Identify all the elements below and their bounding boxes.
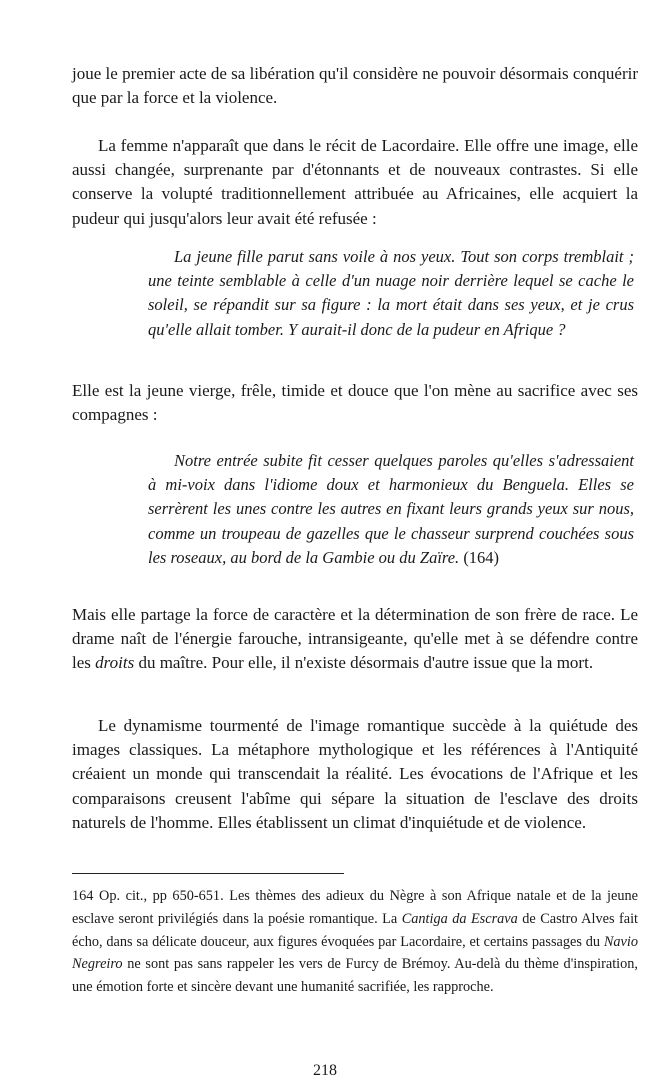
footnote-title-2: Navio Negreiro <box>72 933 638 973</box>
footnote-reference: (164) <box>463 547 500 567</box>
block-quote-2-text: Notre entrée subite fit cesser quelques paroles qu'elles s'adressaient à mi-voix dans l'idiome doux et harmonieux du Benguela. Elles se serrèrent les unes contre les autres en fixant leurs grands yeux sur nous, comme un troupeau de gazelles que le chasseur surprend couchées sous les roseaux, au bord de la Gambie ou du Zaïre. <box>148 451 634 567</box>
block-quote-1 <box>148 245 634 342</box>
footnote-text-3: ne sont pas sans rappeler les vers de Furcy de Brémoy. Au-delà du thème d'inspiration, une émotion forte et sincère devant une humanité sacrifiée, les rapproche. <box>72 956 639 996</box>
footnote-text-1: 164 Op. cit., pp 650-651. Les thèmes des adieux du Nègre à son Afrique natale et de la jeune esclave seront privilégiés dans la poésie romantique. La <box>72 888 638 927</box>
block-quote-2 <box>148 449 634 570</box>
block-quote-1-text: La jeune fille parut sans voile à nos yeux. Tout son corps tremblait ; une teinte semblable à celle d'un nuage noir derrière lequel se cache le soleil, se répandit sur sa figure : la mort était dans ses yeux, et je crus qu'elle allait tomber. Y aurait-il donc de la pudeur en Afrique ? <box>148 247 634 339</box>
footnote-164 <box>72 885 638 999</box>
paragraph-4 <box>72 603 638 676</box>
paragraph-4-start: Mais elle partage la force de caractère et la détermination de son frère de race. Le drame naît de l'énergie farouche, intransigeante, qu'elle met à se défendre contre les <box>72 605 638 673</box>
footnote-text-2: de Castro Alves fait écho, dans sa délicate douceur, aux figures évoquées par Lacordaire, et certains passages du <box>72 910 639 950</box>
paragraph-1: joue le premier acte de sa libération qu'il considère ne pouvoir désormais conquérir que par la force et la violence. <box>72 64 638 108</box>
footnote-title-1: Cantiga da Escrava <box>401 910 518 927</box>
paragraph-3: Elle est la jeune vierge, frêle, timide et douce que l'on mène au sacrifice avec ses compagnes : <box>72 381 638 425</box>
paragraph-4-emphasis: droits <box>95 653 135 673</box>
page-number: 218 <box>313 1062 337 1079</box>
footnote-separator <box>72 873 344 874</box>
paragraph-5: Le dynamisme tourmenté de l'image romantique succède à la quiétude des images classiques. La métaphore mythologique et les références à l'Antiquité créaient un monde qui transcendait la réalité. Les évocations de l'Afrique et les comparaisons creusent l'abîme qui sépare la situation de l'esclave des droits naturels de l'homme. Elles établissent un climat d'inquiétude et de violence. <box>72 716 638 832</box>
paragraph-2: La femme n'apparaît que dans le récit de Lacordaire. Elle offre une image, elle aussi changée, surprenante par d'étonnants et de nouveaux contrastes. Si elle conserve la volupté traditionnellement attribuée au Africaines, elle acquiert la pudeur qui jusqu'alors leur avait été refusée : <box>72 136 638 228</box>
paragraph-4-end: du maître. Pour elle, il n'existe désormais d'autre issue que la mort. <box>138 653 594 673</box>
